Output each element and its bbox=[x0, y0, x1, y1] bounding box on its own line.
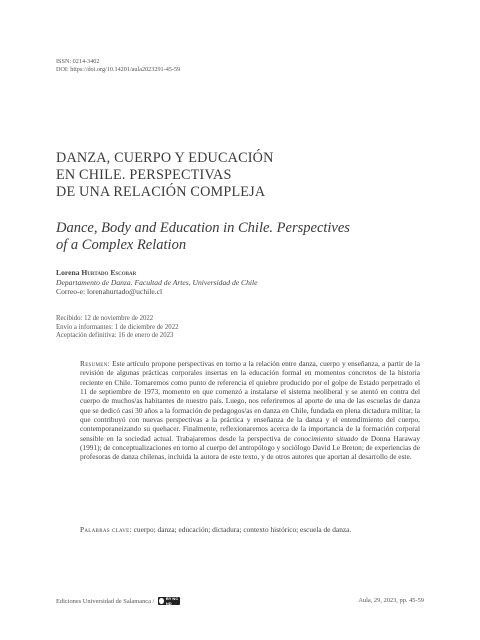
keywords bbox=[80, 525, 420, 534]
date-accepted: Aceptación definitiva: 16 de enero de 2023 bbox=[56, 332, 174, 340]
abstract bbox=[80, 359, 420, 462]
cc-license-icon[interactable] bbox=[158, 597, 180, 605]
author-first-name: Lorena bbox=[56, 268, 80, 277]
abstract-text-continued: de Donna Haraway (1991); de conceptualizaciones en torno al cuerpo del antropólogo y sociólogo David Le Breton; de experiencias de profesoras de danza chilenas, incluida la autora de este texto, y de otros autores que aportan al desarrollo de este. bbox=[80, 433, 421, 462]
title-spanish-line: DANZA, CUERPO Y EDUCACIÓN bbox=[56, 150, 274, 166]
abstract-italic-term: conocimiento situado bbox=[293, 433, 358, 443]
title-english bbox=[56, 220, 416, 255]
abstract-label: Resumen: bbox=[80, 359, 110, 368]
author-block bbox=[56, 268, 258, 297]
date-received: Recibido: 12 de noviembre de 2022 bbox=[56, 315, 154, 322]
cc-logo-icon bbox=[159, 598, 164, 604]
date-reports: Envío a informantes: 1 de diciembre de 2022 bbox=[56, 323, 179, 331]
footer-citation: Aula, 29, 2023, pp. 45-59 bbox=[358, 597, 424, 604]
author-last-name: Hurtado Escobar bbox=[81, 268, 137, 277]
doi-link[interactable]: DOI: https://doi.org/10.14201/aula2023291-45-59 bbox=[56, 66, 181, 73]
author-name bbox=[56, 268, 258, 278]
title-spanish-line: DE UNA RELACIÓN COMPLEJA bbox=[56, 183, 266, 200]
issn: ISSN: 0214-3402 bbox=[56, 58, 100, 65]
title-spanish-line: EN CHILE. PERSPECTIVAS bbox=[56, 166, 232, 183]
footer-publisher bbox=[56, 597, 180, 605]
title-english-line: of a Complex Relation bbox=[56, 237, 187, 254]
cc-license-text: BY NC ND bbox=[165, 596, 179, 606]
dates-block bbox=[56, 315, 179, 341]
publisher-name: Ediciones Universidad de Salamanca / bbox=[56, 597, 155, 605]
author-affiliation: Departamento de Danza. Facultad de Artes, Universidad de Chile bbox=[56, 277, 258, 287]
title-english-line: Dance, Body and Education in Chile. Perspectives bbox=[56, 220, 350, 236]
author-email[interactable]: Correo-e: lorenahurtado@uchile.cl bbox=[56, 287, 163, 297]
keywords-label: Palabras clave: bbox=[80, 525, 132, 534]
title-spanish bbox=[56, 150, 376, 200]
abstract-text: Este artículo propone perspectivas en torno a la relación entre danza, cuerpo y enseñanza, a partir de la revisión de algunas prácticas corporales insertas en la educación formal en momentos concretos de la historia reciente en Chile. Tomaremos como punto de referencia el quiebre producido por el golpe de Estado perpetrado el 11 de septiembre de 1973, momento en que comenzó a instalarse el sistema neoliberal y se atentó en contra del cuerpo de muchos/as habitantes de nuestro país. Luego, nos referiremos al aporte de una de las escuelas de danza que se dedicó casi 30 años a la formación de pedagogos/as en danza en Chile, fundada en plena dictadura militar, la que contribuyó con nuevas perspectivas a la práctica y enseñanza de la danza y el entendimiento del cuerpo, contemporaneizando su quehacer. Finalmente, reflexionaremos acerca de la importancia de la formación corporal sensible en la sociedad actual. Trabajaremos desde la perspectiva de bbox=[80, 359, 420, 443]
keywords-text: cuerpo; danza; educación; dictadura; contexto histórico; escuela de danza. bbox=[131, 525, 352, 534]
